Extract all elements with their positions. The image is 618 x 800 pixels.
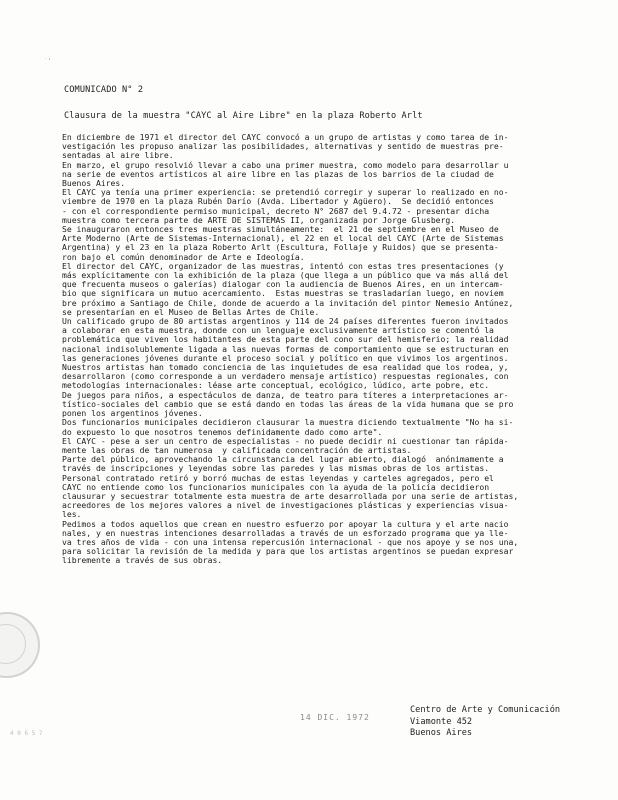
body-line: viembre de 1970 en la plaza Rubén Darío (Avda. Libertador y Agüero). Se decidió entonces bbox=[62, 196, 494, 207]
body-line: mente las obras de tan numerosa y calificada concentración de artistas. bbox=[62, 444, 412, 455]
communique-body bbox=[62, 133, 602, 566]
body-line: se presentarían en el Museo de Bellas Artes de Chile. bbox=[62, 306, 320, 317]
body-line: Argentina) y el 23 en la plaza Roberto Arlt (Escultura, Follaje y Ruidos) que se presenta- bbox=[62, 242, 499, 253]
body-line: Dos funcionarios municipales decidieron clausurar la muestra diciendo textualmente "No ha si- bbox=[62, 417, 514, 428]
body-line: bio que significara un mutuo acercamiento. Estas muestras se trasladarían luego, en noviem bbox=[62, 288, 504, 299]
body-line: ron bajo el común denominador de Arte e Ideología. bbox=[62, 251, 305, 262]
body-line: Personal contratado retiró y borró muchas de estas leyendas y carteles agregados, pero el bbox=[62, 472, 494, 483]
body-line: Pedimos a todos aquellos que crean en nuestro esfuerzo por apoyar la cultura y el arte nacio bbox=[62, 518, 509, 529]
body-line: que frecuenta museos o galerías) dialogar con la audiencia de Buenos Aires, en un intercam- bbox=[62, 279, 504, 290]
seal-stamp bbox=[0, 612, 40, 678]
body-line: problemática que viven los habitantes de esta parte del cono sur del hemisferio; la realidad bbox=[62, 334, 509, 345]
body-line: acreedores de los mejores valores a nivel de investigaciones plásticas y experiencias visua- bbox=[62, 500, 509, 511]
body-line: desarrollaron (como corresponde a un verdadero mensaje artístico) respuestas regionales, con bbox=[62, 371, 509, 382]
body-line: - con el correspondiente permiso municipal, decreto N° 2687 del 9.4.72 - presentar dicha bbox=[62, 205, 490, 216]
footer-street: Viamonte 452 bbox=[410, 716, 473, 727]
body-line: través de inscripciones y leyendas sobre las paredes y las mismas obras de los artistas. bbox=[62, 463, 490, 474]
body-line: a colaborar en esta muestra, donde con un lenguaje exclusivamente artístico se comentó la bbox=[62, 325, 494, 336]
body-line: las generaciones jóvenes durante el proceso social y político en que vivimos los argentinos. bbox=[62, 352, 509, 363]
body-line: Un calificado grupo de 80 artistas argentinos y 114 de 24 países diferentes fueron invitados bbox=[62, 316, 509, 327]
body-line: tístico-sociales del cambio que se está dando en todas las áreas de la vida humana que se pro bbox=[62, 398, 514, 409]
body-line: ponen los argentinos jóvenes. bbox=[62, 408, 203, 419]
communique-heading: COMUNICADO N° 2 bbox=[64, 85, 144, 95]
body-line: vestigación les propuso analizar las posibilidades, alternativas y sentido de muestras pre- bbox=[62, 141, 504, 152]
body-line: De juegos para niños, a espectáculos de danza, de teatro para títeres a interpretaciones ar- bbox=[62, 389, 509, 400]
footer-city: Buenos Aires bbox=[410, 728, 473, 739]
body-line: En marzo, el grupo resolvió llevar a cabo una primer muestra, como modelo para desarrollar u bbox=[62, 159, 509, 170]
body-line: El CAYC - pese a ser un centro de especialistas - no puede decidir ni cuestionar tan rápida- bbox=[62, 435, 509, 446]
footer-organization: Centro de Arte y Comunicación bbox=[410, 705, 561, 715]
body-line: do expuesto lo que nosotros tenemos definidamente dado como arte". bbox=[62, 426, 383, 437]
body-line: clausurar y secuestrar totalmente esta muestra de arte desarrollada por una serie de artistas, bbox=[62, 490, 519, 501]
body-line: El CAYC ya tenía una primer experiencia: se pretendió corregir y superar lo realizado en no- bbox=[62, 187, 509, 198]
body-line: sentadas al aire libre. bbox=[62, 150, 174, 161]
sender-address bbox=[410, 705, 560, 740]
body-line: metodologías internacionales: léase arte conceptual, ecológico, lúdico, arte pobre, etc. bbox=[62, 380, 490, 391]
body-line: les. bbox=[62, 509, 82, 520]
body-line: Parte del público, aprovechando la circunstancia del lugar abierto, dialogó anónimamente a bbox=[62, 454, 504, 465]
body-line: Nuestros artistas han tomado conciencia de las inquietudes de esa realidad que los rodea, y, bbox=[62, 362, 509, 373]
date-stamp: 14 DIC. 1972 bbox=[300, 713, 370, 722]
body-line: En diciembre de 1971 el director del CAYC convocó a un grupo de artistas y como tarea de in- bbox=[62, 132, 509, 142]
body-line: nales, y en nuestras intenciones desarrolladas a través de un esforzado programa que ya lle- bbox=[62, 527, 509, 538]
body-line: El director del CAYC, organizador de las muestras, intentó con estas tres presentaciones (y bbox=[62, 260, 504, 271]
body-line: CAYC no entiende como los funcionarios municipales con la ayuda de la policía decidieron bbox=[62, 481, 490, 492]
body-line: Buenos Aires. bbox=[62, 178, 126, 189]
edge-mark: 4 0 6 5 7 bbox=[10, 730, 43, 737]
body-line: Se inauguraron entonces tres muestras simultáneamente: el 21 de septiembre en el Museo de bbox=[62, 224, 499, 235]
corner-mark: ˙‘ bbox=[44, 58, 52, 65]
body-line: muestra como tercera parte de ARTE DE SISTEMAS II, organizada por Jorge Glusberg. bbox=[62, 214, 456, 225]
body-line: bre próximo a Santiago de Chile, donde de acuerdo a la invitación del pintor Nemesio Antúnez, bbox=[62, 297, 514, 308]
body-line: más explícitamente con la exhibición de la plaza (que llega a un público que va más allá del bbox=[62, 270, 509, 281]
body-line: Arte Moderno (Arte de Sistemas-Internacional), el 22 en el local del CAYC (Arte de Sistemas bbox=[62, 233, 504, 244]
body-line: para solicitar la revisión de la medida y para que los artistas argentinos se puedan expresar bbox=[62, 546, 514, 557]
body-line: va tres años de vida - con una intensa repercusión internacional - que nos apoye y se nos una, bbox=[62, 536, 519, 547]
body-line: nacional indisolublemente ligada a las nuevas formas de comportamiento que se estructuran en bbox=[62, 343, 509, 354]
body-line: libremente a través de sus obras. bbox=[62, 555, 223, 566]
communique-subtitle: Clausura de la muestra "CAYC al Aire Libre" en la plaza Roberto Arlt bbox=[64, 111, 423, 121]
body-line: na serie de eventos artísticos al aire libre en las plazas de los barrios de la ciudad de bbox=[62, 168, 494, 179]
